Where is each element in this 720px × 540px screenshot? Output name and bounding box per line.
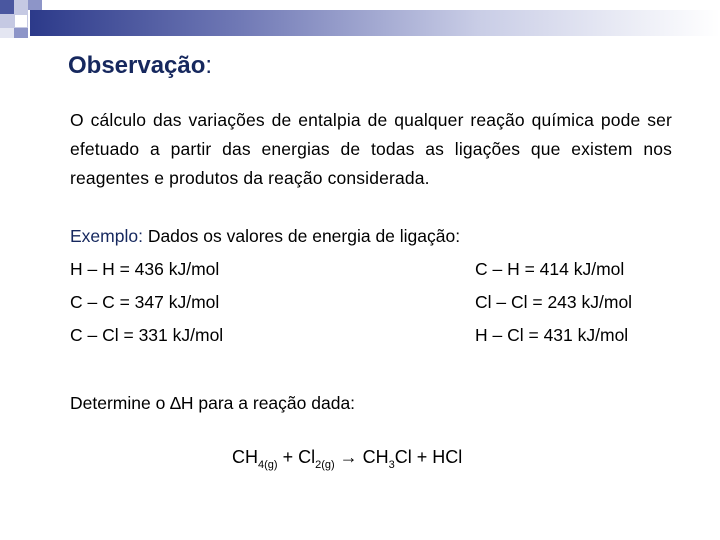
question-text: Determine o ∆H para a reação dada: bbox=[70, 393, 356, 413]
bond-energy-hh: H – H = 436 kJ/mol bbox=[70, 259, 220, 279]
example-line bbox=[70, 226, 460, 247]
deco-square bbox=[0, 14, 14, 28]
example-text: Dados os valores de energia de ligação: bbox=[142, 226, 461, 246]
deco-square bbox=[14, 28, 28, 38]
deco-square bbox=[0, 28, 14, 38]
intro-paragraph: O cálculo das variações de entalpia de qualquer reação química pode ser efetuado a partir das energias de todas as ligações que existem nos reagentes e produtos da reação considerada. bbox=[70, 110, 672, 188]
bond-energy-cc: C – C = 347 kJ/mol bbox=[70, 292, 220, 312]
slide-title: Observação: bbox=[68, 52, 213, 79]
reaction-equation: $CH_{4(g)} + Cl_{2(g)} \to CH_3Cl$ + HCl bbox=[232, 447, 463, 471]
example-label: Exemplo: bbox=[70, 226, 143, 246]
deco-square bbox=[14, 0, 28, 14]
bond-energy-ch: C – H = 414 kJ/mol bbox=[475, 259, 625, 279]
deco-square bbox=[0, 0, 14, 14]
header-gradient-bar bbox=[30, 10, 720, 36]
bond-energy-hcl: H – Cl = 431 kJ/mol bbox=[475, 325, 629, 345]
deco-square bbox=[28, 0, 42, 10]
bond-energy-ccl: C – Cl = 331 kJ/mol bbox=[70, 325, 224, 345]
reaction-arrow: → bbox=[334, 447, 363, 467]
bond-energy-clcl: Cl – Cl = 243 kJ/mol bbox=[475, 292, 633, 312]
deco-square bbox=[14, 14, 28, 28]
